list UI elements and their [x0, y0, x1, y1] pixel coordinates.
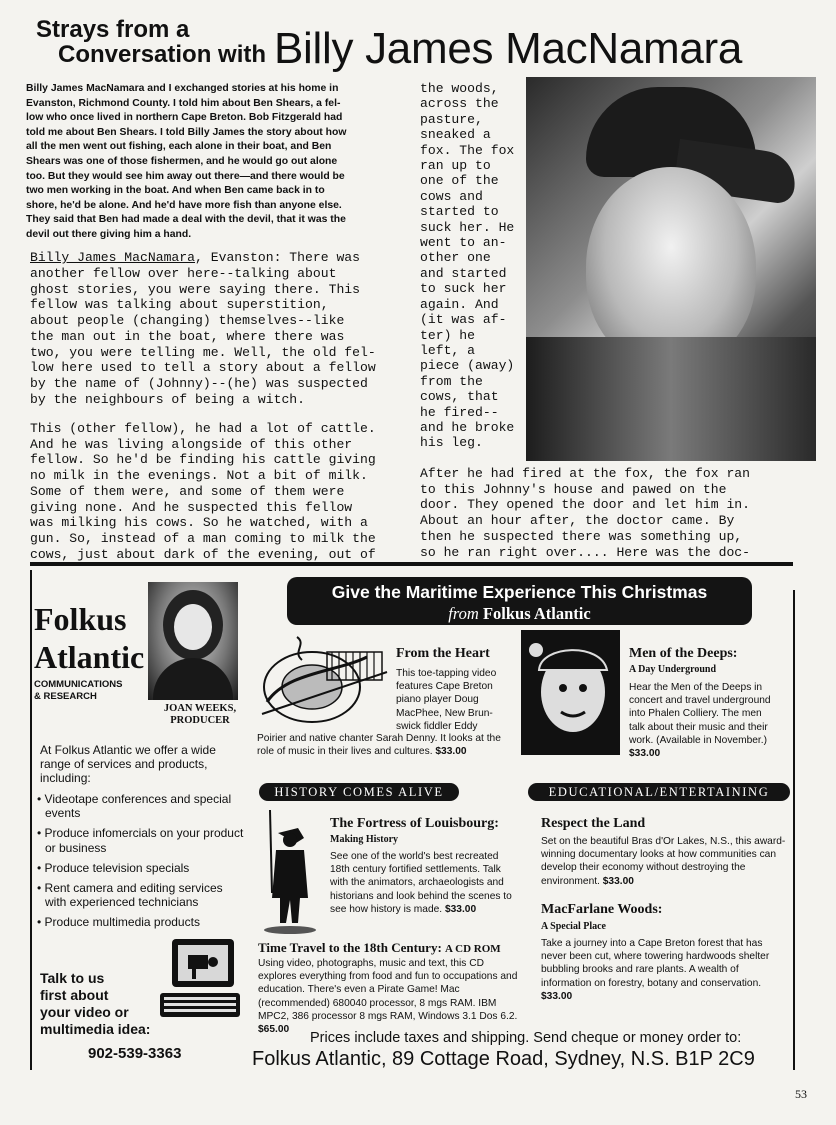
services-list — [36, 792, 246, 936]
product-timetravel-desc — [258, 957, 520, 1036]
story-line: fellow. So he'd be finding his cattle giving — [30, 452, 376, 468]
heart-desc-line: swick fiddler Eddy — [396, 720, 478, 732]
coat-shape — [526, 337, 816, 461]
story-line: fox. The fox — [420, 142, 515, 158]
timetravel-price: $65.00 — [258, 1024, 290, 1036]
product-woods-subtitle: A Special Place — [541, 921, 606, 932]
product-heart-desc-tail — [257, 732, 515, 758]
talk-line: your video or — [40, 1004, 129, 1020]
logo-line1: Folkus — [34, 601, 127, 637]
heart-desc-line: features Cape Breton — [396, 681, 493, 693]
intro-line: Shears was one of those fishermen, and he would go out alone — [26, 155, 338, 167]
talk-line: multimedia idea: — [40, 1021, 151, 1037]
service-item: • Produce television specials — [37, 860, 190, 875]
intro-paragraph — [26, 82, 400, 243]
intro-line: devil out there giving him a hand. — [26, 228, 192, 240]
story-line: went to an- — [420, 235, 507, 251]
product-land-desc — [541, 835, 786, 888]
services-intro: At Folkus Atlantic we offer a wide range of services and products, including: — [40, 743, 216, 786]
story-line: about people (changing) themselves--like — [30, 313, 345, 329]
tagline — [34, 679, 122, 703]
header-line1: Strays from a — [36, 16, 190, 43]
timetravel-title: Time Travel to the 18th Century: — [258, 940, 442, 955]
tagline-line2: & RESEARCH — [34, 691, 97, 702]
miner-illustration — [521, 630, 620, 755]
story-line: other one — [420, 250, 491, 266]
story-line: from the — [420, 373, 483, 389]
producer-caption — [150, 703, 250, 727]
portrait-photo — [526, 77, 816, 461]
story-line: the woods, — [420, 81, 499, 96]
intro-line: told me about Ben Shears. I told Billy James the story about how — [26, 126, 347, 138]
banner-from: from — [448, 604, 479, 623]
story-line: he fired-- — [420, 404, 499, 420]
ad-right-rule — [793, 590, 795, 1070]
producer-name: JOAN WEEKS, — [163, 703, 237, 714]
speaker-name: Billy James MacNamara — [30, 250, 196, 265]
story-line: so he ran right over.... Here was the doc- — [420, 544, 751, 560]
computer-icon — [158, 937, 240, 1019]
product-deeps-desc — [629, 681, 779, 760]
ad-banner — [287, 577, 752, 625]
story-line: by the neighbours of being a witch. — [30, 391, 306, 407]
story-line: fellow was talking about superstition, — [30, 297, 329, 313]
story-line: to suck her — [420, 281, 507, 297]
product-timetravel-title-line — [258, 940, 501, 956]
heart-price: $33.00 — [435, 746, 467, 758]
story-line: After he had fired at the fox, the fox ran — [420, 466, 751, 481]
story-line: ran up to — [420, 158, 491, 174]
intro-line: They said that Ben had made a deal with the devil, that it was the — [26, 214, 346, 226]
story-line: This (other fellow), he had a lot of cattle. — [30, 421, 376, 436]
land-desc-text: Set on the beautiful Bras d'Or Lakes, N.S., this award-winning documentary looks at how communities can develop their economy without destroying the environment. — [541, 836, 786, 887]
product-heart-title: From the Heart — [396, 646, 490, 661]
story-line: low here used to tell a story about a fellow — [30, 360, 376, 376]
service-item: • Produce infomercials on your product or business — [37, 826, 244, 855]
logo-line2: Atlantic — [34, 639, 145, 675]
story-line: the man out in the boat, where there was — [30, 328, 345, 344]
story-line: ghost stories, you were saying there. This — [30, 281, 361, 297]
tagline-line1: COMMUNICATIONS — [34, 679, 123, 690]
producer-photo — [148, 582, 238, 700]
talk-line: Talk to us — [40, 970, 105, 986]
land-price: $33.00 — [602, 875, 634, 887]
story-column-2 — [420, 81, 514, 451]
story-line: was milking his cows. So he watched, with a — [30, 515, 368, 531]
story-line: (it was af- — [420, 312, 507, 328]
story-line: gun. So, instead of a man coming to milk the — [30, 530, 376, 546]
timetravel-title-suffix: A CD ROM — [445, 943, 501, 955]
page-number: 53 — [795, 1087, 807, 1101]
story-speaker-line — [30, 250, 360, 266]
producer-role: PRODUCER — [170, 715, 230, 726]
intro-line: too. But they would see him away out there—and there would be — [26, 170, 345, 182]
story-line: no milk in the evenings. Not a bit of milk. — [30, 468, 368, 484]
footer-address: Folkus Atlantic, 89 Cottage Road, Sydney, N.S. B1P 2C9 — [252, 1048, 755, 1070]
story-line: then he suspected there was something up, — [420, 528, 743, 544]
deeps-price: $33.00 — [629, 748, 661, 760]
product-woods-title: MacFarlane Woods: — [541, 902, 663, 917]
story-line: suck her. He — [420, 219, 515, 235]
page-title: Billy James MacNamara — [274, 24, 743, 73]
heart-desc-line: This toe-tapping video — [396, 668, 497, 679]
product-louisbourg-desc — [330, 850, 520, 916]
intro-line: all the men went out fishing, each alone in their boat, and Ben — [26, 141, 332, 153]
story-line: another fellow over here--talking about — [30, 266, 337, 281]
story-column-2-bottom — [420, 466, 750, 560]
intro-line: Evanston, Richmond County. I told him about Ben Shears, a fel- — [26, 97, 341, 109]
woods-desc-text: Take a journey into a Cape Breton forest that has never been cut, where towering hardwoods shelter bubbling brooks and rare plants. A wealth of information on forestry, botany and conservation. — [541, 938, 770, 989]
story-line: cows and — [420, 188, 483, 204]
product-louisbourg-title: The Fortress of Louisbourg: — [330, 816, 499, 831]
story-line: ter) he — [420, 327, 476, 343]
banner-brand: Folkus Atlantic — [482, 604, 591, 623]
deeps-desc-text: Hear the Men of the Deeps in concert and travel underground into Phalen Colliery. The men talk about their music and their work. (Available in November.) — [629, 682, 771, 746]
section-educational-bar: EDUCATIONAL/ENTERTAINING — [528, 783, 790, 801]
product-deeps-title: Men of the Deeps: — [629, 646, 738, 661]
story-line: sneaked a — [420, 127, 491, 143]
producer-face-shape — [174, 604, 212, 650]
story-line: door. They opened the door and let him in. — [420, 497, 751, 513]
soldier-silhouette — [258, 808, 318, 938]
product-deeps-subtitle: A Day Underground — [629, 664, 717, 675]
service-item: • Rent camera and editing services with experienced technicians — [37, 881, 223, 910]
story-line: giving none. And he suspected this fellow — [30, 499, 353, 515]
header-line2: Conversation with — [58, 41, 267, 68]
intro-line: two men working in the boat. And when Ben came back in to — [26, 185, 325, 197]
story-line: again. And — [420, 296, 499, 312]
timetravel-desc-text: Using video, photographs, music and text, this CD explores everything from food and fun to occupations and education. There's even a Pirate Game! Mac (recommended) 680040 processor, 8 mgs RAM. IBM MPC2, 386 processor 8 mgs RAM, Windows 3.1 Dos 6.2. — [258, 958, 518, 1022]
story-paragraph-1 — [30, 266, 376, 407]
story-line: and started — [420, 265, 507, 281]
story-line: Some of them were, and some of them were — [30, 483, 345, 499]
heart-desc-line: MacPhee, New Brun- — [396, 707, 493, 719]
story-line: left, a — [420, 342, 476, 358]
story-paragraph-2 — [30, 421, 376, 562]
louisbourg-price: $33.00 — [444, 903, 477, 915]
fiddle-illustration — [257, 632, 392, 732]
louisbourg-desc-text: See one of the world's best recreated 18th century fortified settlements. Talk with the animators, archaeologists and historians and look behind the scenes to see how history is made. — [330, 851, 512, 915]
story-line: across the — [420, 96, 499, 112]
folkus-logo — [34, 600, 144, 676]
talk-line: first about — [40, 987, 109, 1003]
heart-desc-line: piano player Doug — [396, 694, 479, 706]
banner-line1: Give the Maritime Experience This Christmas — [331, 582, 708, 602]
section-history-bar: HISTORY COMES ALIVE — [259, 783, 459, 801]
intro-line: Billy James MacNamara and I exchanged stories at his home in — [26, 83, 339, 94]
talk-to-us — [40, 970, 150, 1038]
story-line: and he broke — [420, 419, 515, 435]
product-heart-desc — [396, 667, 496, 733]
ad-top-rule — [30, 562, 793, 566]
story-line: pasture, — [420, 111, 483, 127]
story-line: to this Johnny's house and pawed on the — [420, 481, 727, 497]
producer-body-shape — [153, 658, 233, 700]
footer-line1: Prices include taxes and shipping. Send cheque or money order to: — [310, 1030, 742, 1046]
service-item: • Videotape conferences and special events — [37, 792, 232, 821]
story-line: started to — [420, 204, 499, 220]
intro-line: shore, he'd be alone. And he'd have more fish than anyone else. — [26, 199, 342, 211]
story-line: And he was living alongside of this other — [30, 436, 353, 452]
speaker-suffix: , Evanston: There was — [195, 250, 361, 265]
story-line: cows, just about dark of the evening, out of — [30, 546, 376, 562]
story-line: cows, that — [420, 389, 499, 405]
story-line: About an hour after, the doctor came. By — [420, 513, 735, 529]
phone-number: 902-539-3363 — [88, 1045, 182, 1062]
product-louisbourg-subtitle: Making History — [330, 834, 399, 845]
story-line: two, you were telling me. Well, the old fel- — [30, 344, 376, 360]
story-line: by the name of (Johnny)--(he) was suspected — [30, 375, 368, 391]
woods-price: $33.00 — [541, 990, 573, 1002]
ad-left-rule — [30, 570, 32, 1070]
banner-line2 — [287, 604, 752, 624]
story-line: one of the — [420, 173, 499, 189]
story-line: piece (away) — [420, 358, 515, 374]
story-line: his leg. — [420, 435, 483, 451]
product-land-title: Respect the Land — [541, 816, 646, 831]
heart-tail-text: Poirier and native chanter Sarah Denny. It looks at the role of music in their lives and cultures. — [257, 733, 501, 758]
product-woods-desc — [541, 937, 786, 1003]
service-item: • Produce multimedia products — [37, 915, 200, 930]
intro-line: low who once lived in northern Cape Breton. Bob Fitzgerald had — [26, 112, 343, 124]
